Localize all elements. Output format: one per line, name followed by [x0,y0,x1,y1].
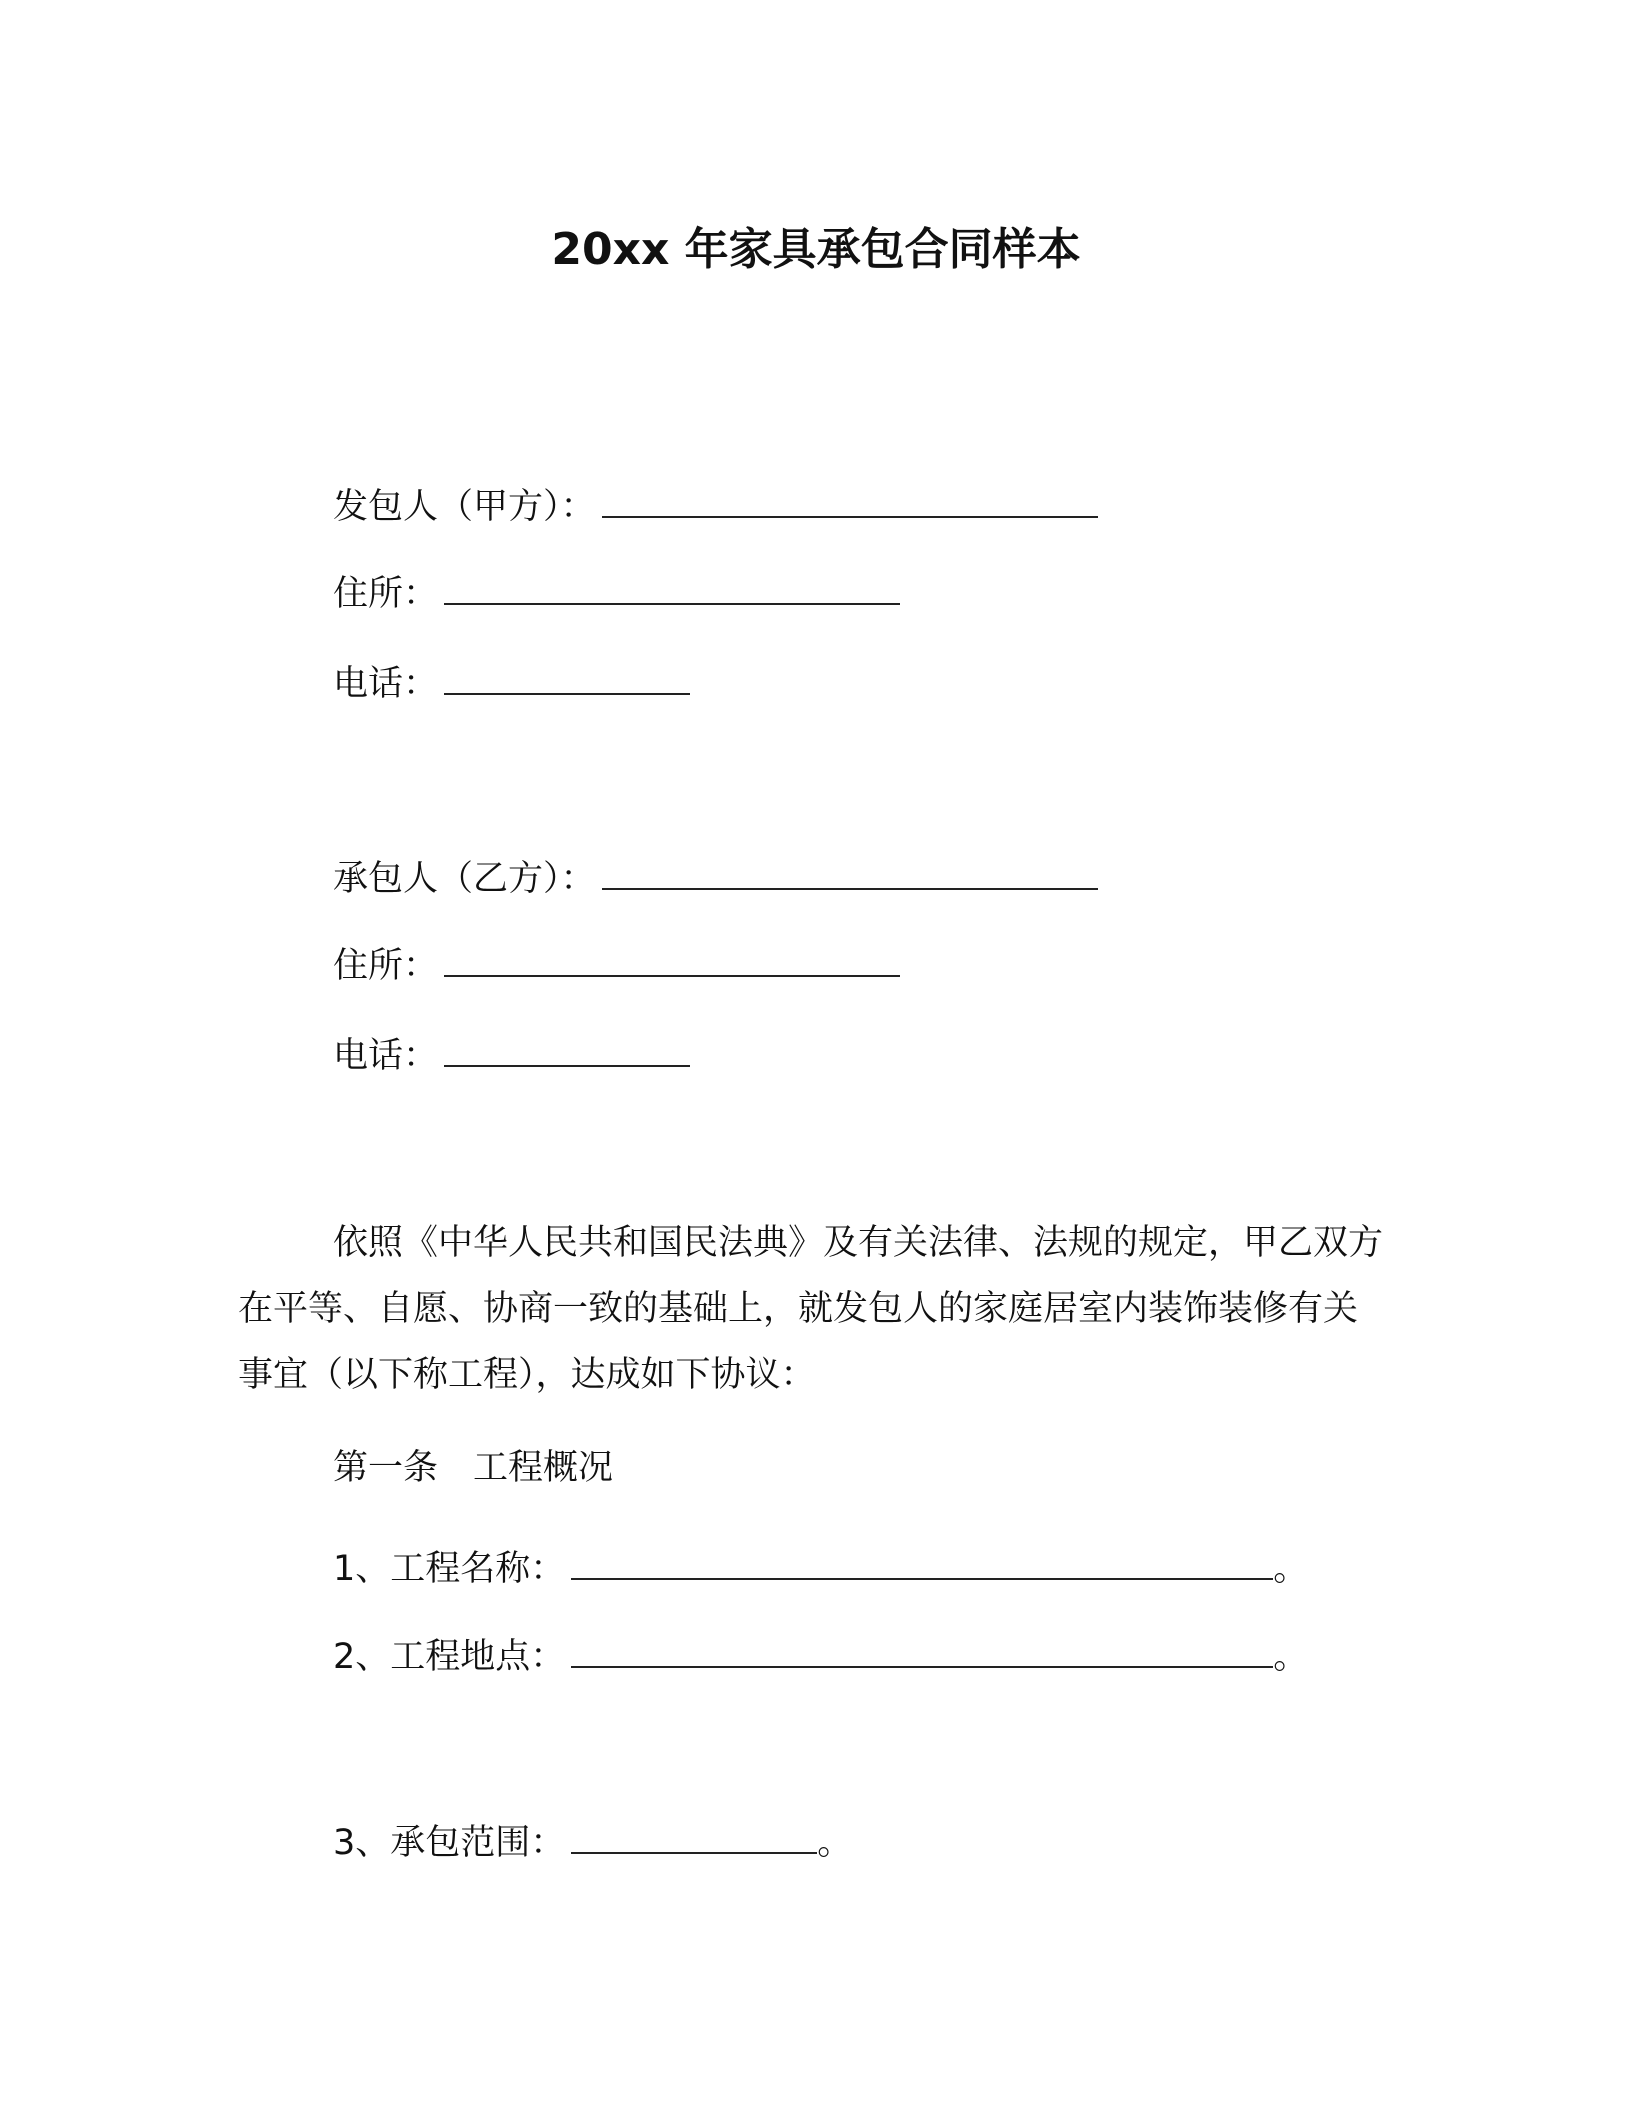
party-b-label: 承包人（乙方）： [333,859,596,899]
party-b-phone-line [333,1032,690,1080]
preamble-text: 依照《中华人民共和国民法典》及有关法律、法规的规定，甲乙双方在平等、自愿、协商一致的基础上，就发包人的家庭居室内装饰装修有关事宜（以下称工程），达成如下协议： [238,1223,1384,1395]
project-location-suffix: 。 [1273,1637,1309,1677]
party-b-line [333,855,1098,903]
party-a-phone-line [333,660,690,708]
party-b-address-blank[interactable] [444,943,900,977]
contract-scope-label: 3、承包范围： [333,1823,566,1863]
party-b-phone-label: 电话： [333,1036,439,1076]
party-a-line [333,483,1098,531]
party-b-blank[interactable] [602,856,1098,890]
preamble-paragraph [238,1210,1388,1408]
article-1-item-2 [333,1633,1308,1681]
party-b-phone-blank[interactable] [444,1033,690,1067]
contract-scope-suffix: 。 [817,1823,853,1863]
party-a-phone-label: 电话： [333,664,439,704]
party-b-address-label: 住所： [333,946,439,986]
article-1-heading: 第一条 工程概况 [333,1448,614,1488]
project-name-suffix: 。 [1273,1549,1309,1589]
party-a-phone-blank[interactable] [444,661,690,695]
document-title: 20xx 年家具承包合同样本 [551,224,1081,275]
contract-scope-blank[interactable] [571,1820,817,1854]
party-a-address-label: 住所： [333,574,439,614]
project-name-label: 1、工程名称： [333,1549,566,1589]
project-location-blank[interactable] [571,1634,1273,1668]
party-a-address-line [333,570,900,618]
party-a-address-blank[interactable] [444,571,900,605]
party-a-blank[interactable] [602,484,1098,518]
article-1-item-1 [333,1545,1308,1593]
project-location-label: 2、工程地点： [333,1637,566,1677]
party-a-label: 发包人（甲方）： [333,487,596,527]
project-name-blank[interactable] [571,1546,1273,1580]
article-1-item-3 [333,1819,852,1867]
party-b-address-line [333,942,900,990]
